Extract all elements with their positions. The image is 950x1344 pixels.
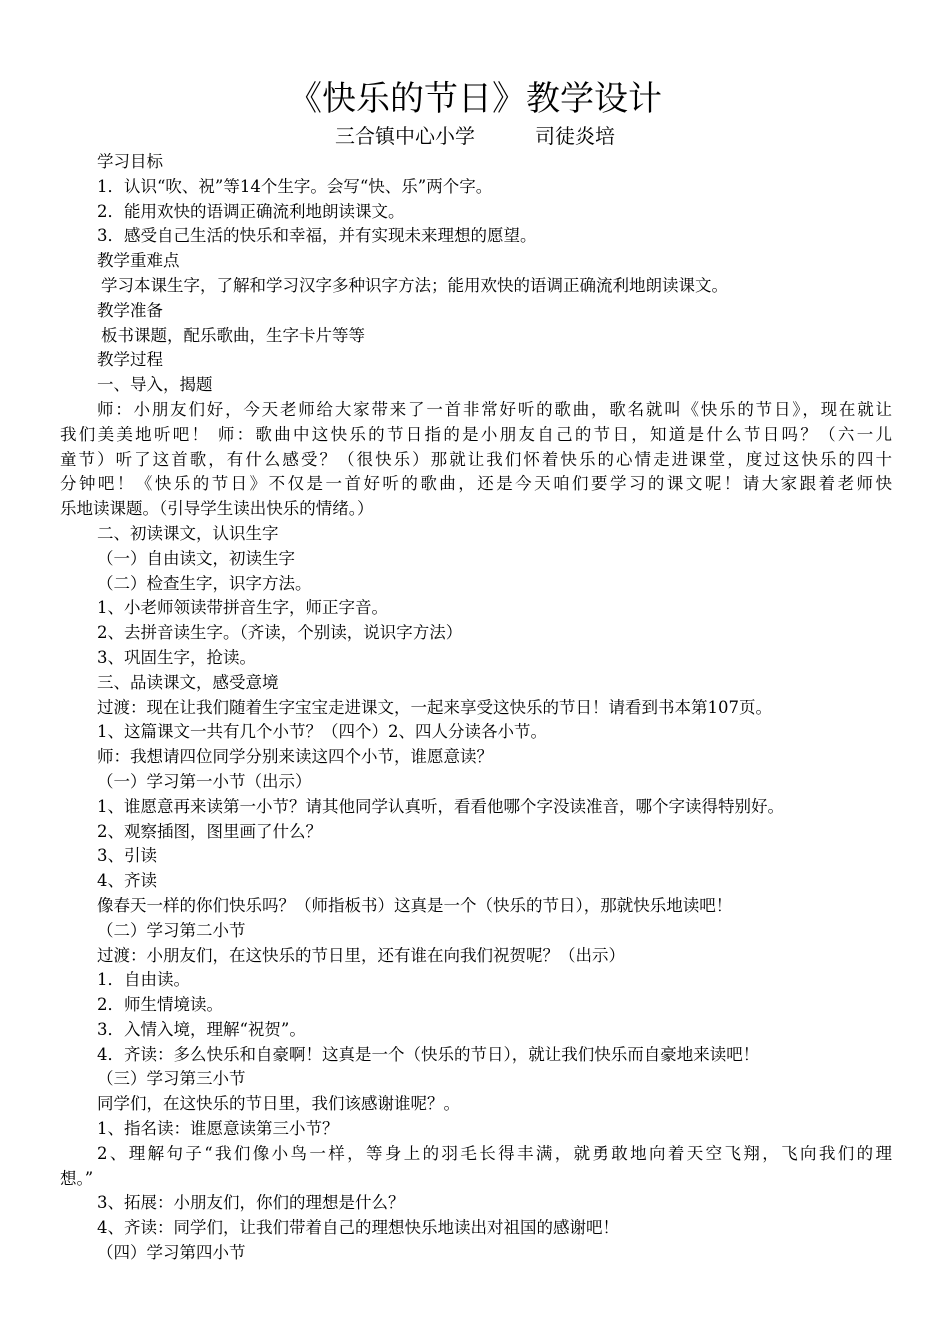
text-line: 1．自由读。: [97, 970, 190, 990]
author-byline: [0, 121, 950, 151]
text-line: 3．入情入境，理解“祝贺”。: [97, 1019, 306, 1039]
text-line: 过渡：小朋友们，在这快乐的节日里，还有谁在向我们祝贺呢？（出示）: [97, 945, 625, 965]
text-line: 学习本课生字，了解和学习汉字多种识字方法；能用欢快的语调正确流利地朗读课文。: [101, 275, 728, 295]
text-line: 3、拓展：小朋友们，你们的理想是什么？: [97, 1193, 405, 1213]
text-line: 1．认识“吹、祝”等14个生字。会写“快、乐”两个字。: [97, 176, 493, 196]
text-line: 1、指名读：谁愿意读第三小节？: [97, 1119, 339, 1139]
text-line: 4．齐读：多么快乐和自豪啊！这真是一个（快乐的节日），就让我们快乐而自豪地来读吧！: [97, 1044, 760, 1064]
text-line: 师：我想请四位同学分别来读这四个小节，谁愿意读？: [97, 747, 493, 767]
text-line: 1、这篇课文一共有几个小节？（四个）2、四人分读各小节。: [97, 722, 547, 742]
text-line: 3．感受自己生活的快乐和幸福，并有实现未来理想的愿望。: [97, 226, 537, 246]
text-line: 板书课题，配乐歌曲，生字卡片等等: [101, 325, 365, 345]
text-line: 教学准备: [97, 300, 163, 320]
text-line: 一、导入，揭题: [97, 375, 213, 395]
text-line: 三、品读课文，感受意境: [97, 672, 279, 692]
text-line: 1、小老师领读带拼音生字，师正字音。: [97, 598, 388, 618]
school-name: 三合镇中心小学: [335, 124, 475, 148]
text-line: 过渡：现在让我们随着生字宝宝走进课文，一起来享受这快乐的节日！请看到书本第107页。: [97, 697, 772, 717]
text-line: 师：小朋友们好，今天老师给大家带来了一首非常好听的歌曲，歌名就叫《快乐的节日》，现在就让: [97, 399, 892, 419]
text-line: 童节）听了这首歌，有什么感受？（很快乐）那就让我们怀着快乐的心情走进课堂，度过这快乐的四十: [60, 449, 892, 469]
document-title: 《快乐的节日》教学设计: [288, 79, 662, 119]
text-line: 我们美美地听吧！ 师：歌曲中这快乐的节日指的是小朋友自己的节日，知道是什么节日吗？（六一儿: [60, 424, 892, 444]
text-line: 像春天一样的你们快乐吗？（师指板书）这真是一个（快乐的节日），那就快乐地读吧！: [97, 895, 733, 915]
text-line: （一）学习第一小节（出示）: [97, 771, 312, 791]
text-line: 3、巩固生字，抢读。: [97, 647, 256, 667]
text-line: （一）自由读文，初读生字: [97, 548, 295, 568]
text-line: （三）学习第三小节: [97, 1069, 246, 1089]
text-line: 学习目标: [97, 152, 163, 171]
text-line: 2、观察插图，图里画了什么？: [97, 821, 322, 841]
text-line: 教学重难点: [97, 251, 180, 271]
text-line: 乐地读课题。（引导学生读出快乐的情绪。）: [60, 499, 374, 519]
text-line: （二）检查生字，识字方法。: [97, 573, 312, 593]
text-line: 4、齐读: [97, 871, 157, 891]
text-line: （四）学习第四小节: [97, 1243, 246, 1263]
text-line: 想。”: [60, 1168, 94, 1188]
text-line: 二、初读课文，认识生字: [97, 523, 279, 543]
text-line: 3、引读: [97, 846, 157, 866]
text-line: 1、谁愿意再来读第一小节？请其他同学认真听，看看他哪个字没读准音，哪个字读得特别好。: [97, 796, 784, 816]
text-line: 教学过程: [97, 350, 163, 370]
text-line: 2、理解句子“我们像小鸟一样，等身上的羽毛长得丰满，就勇敢地向着天空飞翔，飞向我们的理: [97, 1143, 892, 1163]
text-line: 2、去拼音读生字。（齐读，个别读，说识字方法）: [97, 623, 463, 643]
text-line: 同学们，在这快乐的节日里，我们该感谢谁呢？。: [97, 1094, 460, 1114]
text-line: 2．能用欢快的语调正确流利地朗读课文。: [97, 201, 405, 221]
author-name: 司徒炎培: [535, 124, 615, 148]
text-line: 分钟吧！《快乐的节日》不仅是一首好听的歌曲，还是今天咱们要学习的课文呢！请大家跟着老师快: [60, 474, 892, 494]
document-body: [60, 150, 892, 1266]
text-line: 2．师生情境读。: [97, 995, 223, 1015]
text-line: （二）学习第二小节: [97, 920, 246, 940]
text-line: 4、齐读：同学们，让我们带着自己的理想快乐地读出对祖国的感谢吧！: [97, 1218, 619, 1238]
